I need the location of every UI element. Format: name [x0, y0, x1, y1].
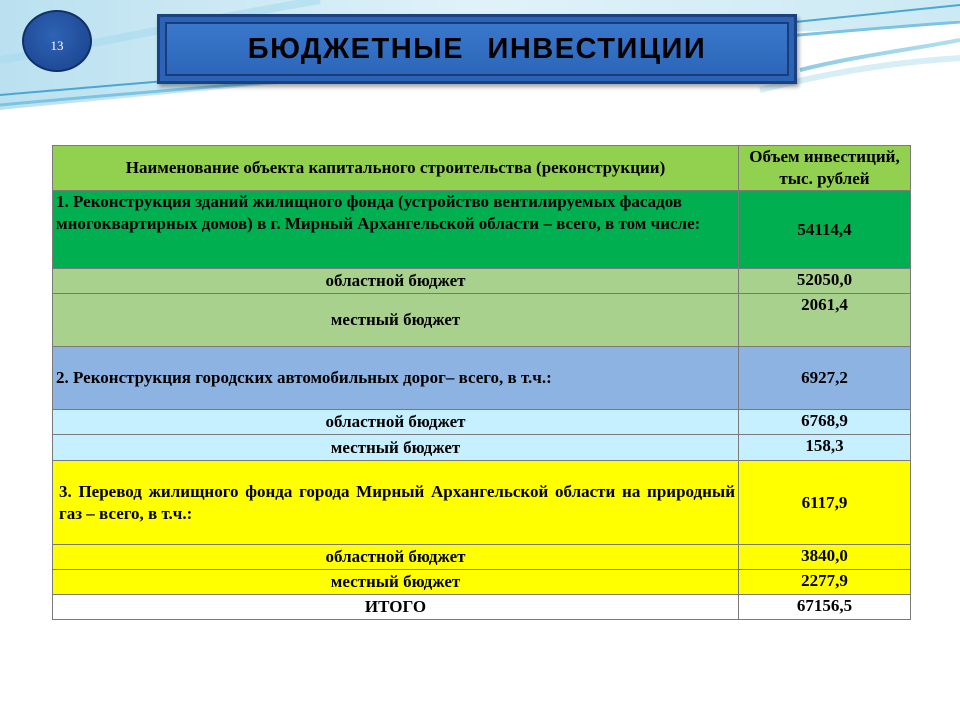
- row-label: 2. Реконструкция городских автомобильных дорог– всего, в т.ч.:: [53, 347, 739, 410]
- slide-number-badge: [22, 10, 92, 72]
- row-value: 2061,4: [739, 294, 911, 347]
- row-label: местный бюджет: [53, 435, 739, 461]
- row-label: 1. Реконструкция зданий жилищного фонда (устройство вентилируемых фасадов многоквартирных домов) в г. Мирный Архангельской области – всего, в том числе:: [53, 191, 739, 269]
- table-row-section-3: [53, 461, 911, 545]
- table-row-section-1-regional: [53, 269, 911, 294]
- row-value: 52050,0: [739, 269, 911, 294]
- page-title: БЮДЖЕТНЫЕ ИНВЕСТИЦИИ: [247, 32, 707, 65]
- slide-number: 13: [50, 38, 64, 53]
- table-row-section-1: [53, 191, 911, 269]
- table-header-row: [53, 146, 911, 191]
- title-banner: [157, 14, 797, 84]
- row-value: 67156,5: [739, 595, 911, 620]
- row-value: 6117,9: [739, 461, 911, 545]
- row-value: 6927,2: [739, 347, 911, 410]
- title-banner-inner: [165, 22, 789, 76]
- row-value: 158,3: [739, 435, 911, 461]
- row-label: местный бюджет: [53, 294, 739, 347]
- row-label: областной бюджет: [53, 269, 739, 294]
- row-value: 6768,9: [739, 410, 911, 435]
- table-row-section-2: [53, 347, 911, 410]
- row-label: 3. Перевод жилищного фонда города Мирный Архангельской области на природный газ – всего, в т.ч.:: [53, 461, 739, 545]
- row-label: ИТОГО: [53, 595, 739, 620]
- row-value: 54114,4: [739, 191, 911, 269]
- header-volume-cell: Объем инвестиций, тыс. рублей: [739, 146, 911, 191]
- table-row-section-3-local: [53, 570, 911, 595]
- budget-investments-table: [52, 145, 911, 620]
- table-row-section-1-local: [53, 294, 911, 347]
- row-label: областной бюджет: [53, 410, 739, 435]
- row-label: местный бюджет: [53, 570, 739, 595]
- table-row-section-2-regional: [53, 410, 911, 435]
- row-value: 2277,9: [739, 570, 911, 595]
- row-value: 3840,0: [739, 545, 911, 570]
- table-row-total: [53, 595, 911, 620]
- table-row-section-3-regional: [53, 545, 911, 570]
- row-label: областной бюджет: [53, 545, 739, 570]
- table-row-section-2-local: [53, 435, 911, 461]
- header-name-cell: Наименование объекта капитального строительства (реконструкции): [53, 146, 739, 191]
